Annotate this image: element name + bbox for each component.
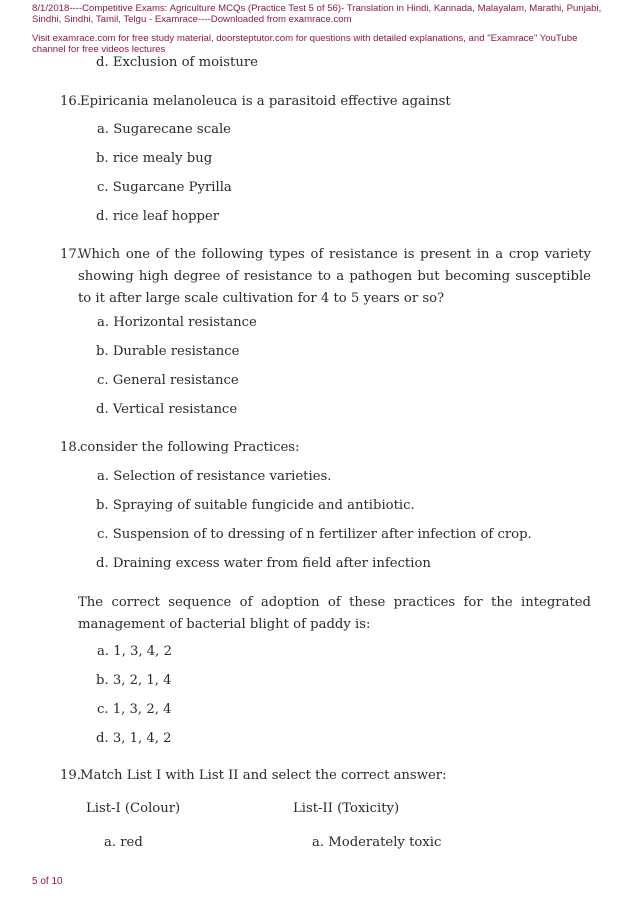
page-number: 5 of 10 (32, 876, 63, 887)
q16-option-b: b. rice mealy bug (96, 151, 213, 166)
page-header-title: 8/1/2018----Competitive Exams: Agriculture MCQs (Practice Test 5 of 56)- Translation in Hindi, Kannada, Malayalam, Marathi, Punjabi, Sindhi, Sindhi, Tamil, Telgu - Examrace----Downloaded from examrace.com (32, 3, 602, 25)
q16-option-c: c. Sugarcane Pyrilla (97, 180, 232, 195)
prev-question-option-d: d. Exclusion of moisture (96, 55, 258, 70)
q17-text: Which one of the following types of resistance is present in a crop variety showing high degree of resistance to a pathogen but becoming susceptible to it after large scale cultivation for 4 to 5 years or so? (78, 247, 591, 306)
q18-practice-b: b. Spraying of suitable fungicide and antibiotic. (96, 498, 415, 513)
q19-list2-header: List-II (Toxicity) (293, 801, 400, 816)
q16-option-a: a. Sugarecane scale (97, 122, 231, 137)
q18-number: 18. (60, 440, 81, 455)
q18-option-b: b. 3, 2, 1, 4 (96, 673, 172, 688)
q17-option-c: c. General resistance (97, 373, 239, 388)
q19-list1-item-a: a. red (104, 835, 143, 850)
q19-text: Match List I with List II and select the correct answer: (80, 768, 447, 783)
q16-number: 16. (60, 94, 81, 109)
q18-option-a: a. 1, 3, 4, 2 (97, 644, 172, 659)
q16-text: Epiricania melanoleuca is a parasitoid effective against (80, 94, 451, 109)
q19-list1-header: List-I (Colour) (86, 801, 181, 816)
q17-option-b: b. Durable resistance (96, 344, 240, 359)
q18-practice-a: a. Selection of resistance varieties. (97, 469, 332, 484)
q17-number: 17. (60, 247, 81, 262)
q18-practice-d: d. Draining excess water from field after infection (96, 556, 431, 571)
q18-practice-c: c. Suspension of to dressing of n fertilizer after infection of crop. (97, 527, 532, 542)
q19-list2-item-a: a. Moderately toxic (312, 835, 442, 850)
page-header-notice: Visit examrace.com for free study material, doorsteptutor.com for questions with detailed explanations, and "Examrace" YouTube channel for free videos lectures (32, 33, 578, 55)
q18-stem: The correct sequence of adoption of these practices for the integrated management of bacterial blight of paddy is: (78, 595, 591, 632)
q18-option-d: d. 3, 1, 4, 2 (96, 731, 172, 746)
q19-number: 19. (60, 768, 81, 783)
q17-option-a: a. Horizontal resistance (97, 315, 257, 330)
q18-option-c: c. 1, 3, 2, 4 (97, 702, 172, 717)
q18-text: consider the following Practices: (80, 440, 300, 455)
q16-option-d: d. rice leaf hopper (96, 209, 220, 224)
q17-option-d: d. Vertical resistance (96, 402, 238, 417)
